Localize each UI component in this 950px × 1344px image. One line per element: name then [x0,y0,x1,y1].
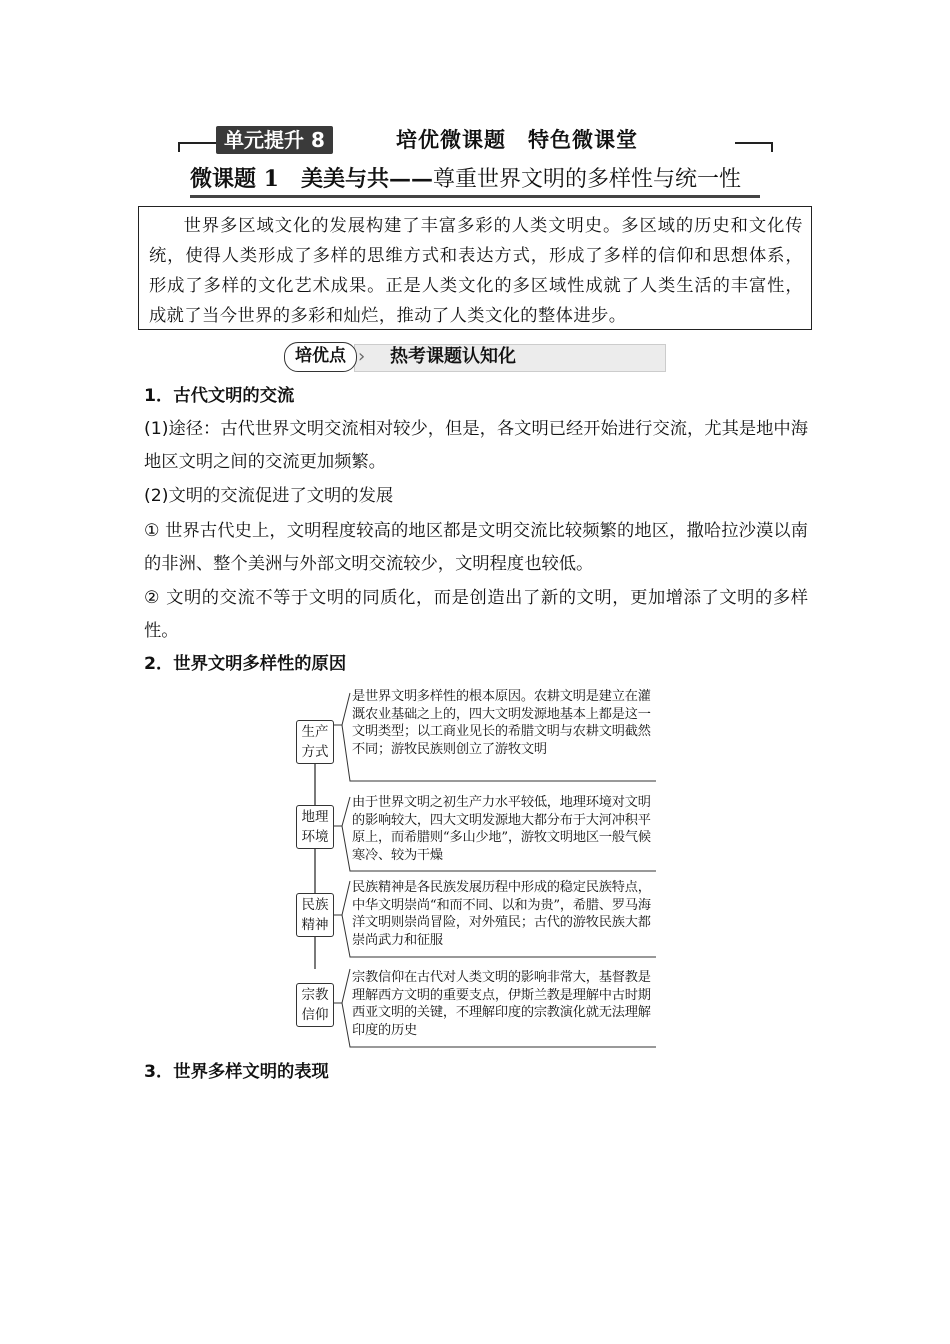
section-tag-pill: 培优点 [284,342,357,372]
header-title [396,126,660,154]
diagram-label-production: 生产 方式 [296,720,334,764]
section-tag [284,342,666,372]
paragraph-promotion: (2)文明的交流促进了文明的发展 [144,486,394,506]
header-title-left: 培优微课题 [396,128,506,152]
diagram-text-geography: 由于世界文明之初生产力水平较低，地理环境对文明的影响较大，四大文明发源地大都分布于大河冲积平原上，而希腊则“多山少地”，游牧文明地区一般气候寒冷、较为干燥 [352,795,651,863]
diagram-text-religion: 宗教信仰在古代对人类文明的影响非常大，基督教是理解西方文明的重要支点，伊斯兰教是理解中古时期西亚文明的关键，不理解印度的宗教演化就无法理解印度的历史 [352,970,651,1038]
diagram-label-national-spirit: 民族 精神 [296,893,334,937]
page-title-rest: 尊重世界文明的多样性与统一性 [432,167,741,192]
diagram-text-production: 是世界文明多样性的根本原因。农耕文明是建立在灌溉农业基础之上的，四大文明发源地基本上都是这一文明类型；以工商业见长的希腊文明与农耕文明截然不同；游牧民族则创立了游牧文明 [352,689,651,757]
heading-diversity-manifestation: 3．世界多样文明的表现 [144,1062,329,1082]
diagram-label-religion: 宗教 信仰 [296,983,334,1027]
paragraph-route: (1)途径：古代世界文明交流相对较少，但是，各文明已经开始进行交流，尤其是地中海地区文明之间的交流更加频繁。 [144,419,808,472]
header-rule-left [178,142,216,144]
diagram-text-national-spirit: 民族精神是各民族发展历程中形成的稳定民族特点，中华文明崇尚“和而不同、以和为贵”，希腊、罗马海洋文明则崇尚冒险，对外殖民；古代的游牧民族大都崇尚武力和征服 [352,880,651,948]
title-underline [190,195,760,198]
header-title-right: 特色微课堂 [528,128,638,152]
chevron-right-icon: › [358,346,366,367]
heading-ancient-exchange: 1．古代文明的交流 [144,386,295,406]
paragraph-point-1: ① 世界古代史上，文明程度较高的地区都是文明交流比较频繁的地区，撒哈拉沙漠以南的非洲、整个美洲与外部文明交流较少，文明程度也较低。 [144,521,808,574]
unit-header [178,126,773,156]
causes-diagram [296,685,660,1051]
header-rule-right-tick [771,142,773,152]
section-tag-text: 热考课题认知化 [390,346,516,367]
heading-diversity-causes: 2．世界文明多样性的原因 [144,654,347,674]
unit-badge: 单元提升 8 [216,126,333,154]
paragraph-point-2: ② 文明的交流不等于文明的同质化，而是创造出了新的文明，更加增添了文明的多样性。 [144,588,808,641]
intro-box: 世界多区域文化的发展构建了丰富多彩的人类文明史。多区域的历史和文化传统，使得人类形成了多样的思维方式和表达方式，形成了多样的信仰和思想体系，形成了多样的文化艺术成果。正是人类文化的多区域性成就了人类生活的丰富性，成就了当今世界的多彩和灿烂，推动了人类文化的整体进步。 [138,206,812,330]
page-title-main: 微课题 1 美美与共—— [190,166,433,192]
header-rule-left-tick [178,142,180,152]
page-title [190,163,741,196]
header-rule-right [735,142,773,144]
diagram-label-geography: 地理 环境 [296,805,334,849]
